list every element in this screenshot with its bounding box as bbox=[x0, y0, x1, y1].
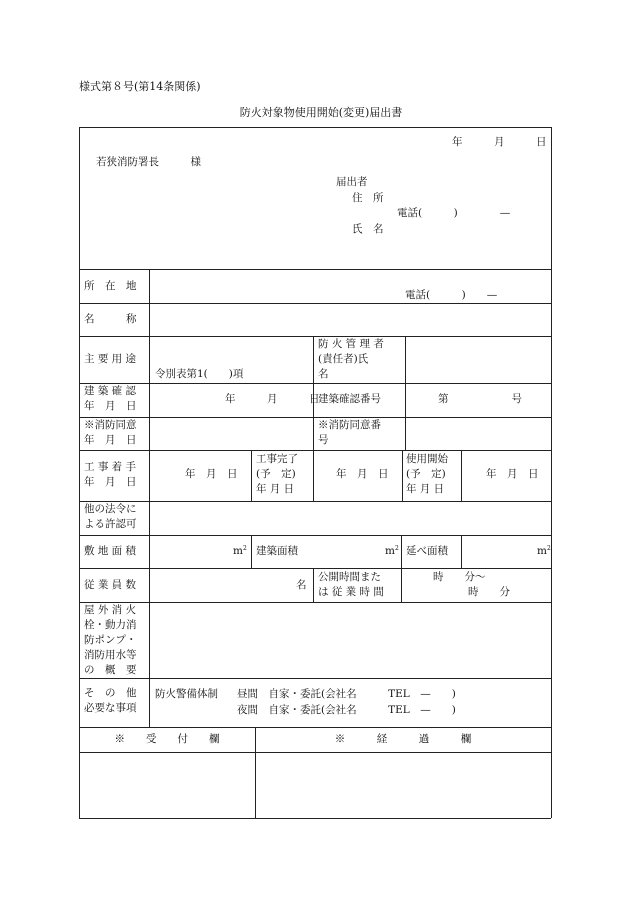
reception-header: ※ 受 付 欄 bbox=[114, 733, 220, 745]
use-start-label-1: 使用開始 bbox=[406, 453, 448, 465]
applicant-phone: 電話( ) — bbox=[397, 207, 511, 219]
bldg-confirm-label-2: 年 月 日 bbox=[84, 400, 137, 412]
fire-consent-label-2: 年 月 日 bbox=[84, 434, 137, 446]
applicant-name-label: 氏 名 bbox=[352, 223, 384, 235]
fire-equipment-label-5: の 概 要 bbox=[84, 664, 137, 676]
bldg-confirm-number-label: 建築確認番号 bbox=[318, 393, 381, 405]
floor-area-unit: $m^2$ bbox=[537, 545, 551, 557]
building-area-label: 建築面積 bbox=[256, 545, 298, 557]
use-start-label-2: (予 定) bbox=[406, 468, 446, 480]
security-night: 夜間 自家・委託(会社名 TEL — ) bbox=[237, 704, 456, 716]
location-phone: 電話( ) — bbox=[405, 289, 498, 301]
progress-header: ※ 経 過 欄 bbox=[334, 733, 472, 745]
construction-start-label-1: 工 事 着 手 bbox=[84, 461, 137, 473]
construction-end-label-2: (予 定) bbox=[256, 468, 296, 480]
applicant-address-label: 住 所 bbox=[352, 192, 384, 204]
site-area-label: 敷 地 面 積 bbox=[84, 545, 137, 557]
manager-label-2: (責任者)氏 bbox=[318, 353, 369, 365]
other-label-1: そ の 他 bbox=[84, 687, 137, 699]
bldg-confirm-date: 年 月 日 bbox=[225, 393, 320, 405]
manager-label-3: 名 bbox=[318, 368, 329, 380]
construction-end-date: 年 月 日 bbox=[336, 468, 389, 480]
hours-label-2: は 従 業 時 間 bbox=[318, 586, 384, 598]
fire-equipment-label-2: 栓・動力消 bbox=[84, 619, 137, 631]
construction-start-label-2: 年 月 日 bbox=[84, 476, 137, 488]
use-start-label-3: 年 月 日 bbox=[406, 483, 445, 495]
form-id: 様式第８号(第14条関係) bbox=[79, 80, 201, 93]
site-area-unit: $m^2$ bbox=[233, 545, 247, 557]
security-day: 昼間 自家・委託(会社名 TEL — ) bbox=[237, 688, 456, 700]
construction-end-label-1: 工事完了 bbox=[256, 453, 298, 465]
building-area-unit: $m^2$ bbox=[385, 545, 399, 557]
construction-start-date: 年 月 日 bbox=[185, 468, 238, 480]
fire-equipment-label-3: 防ポンプ・ bbox=[84, 634, 137, 646]
bldg-confirm-label-1: 建 築 確 認 bbox=[84, 385, 137, 397]
hours-to: 時 分 bbox=[468, 586, 510, 598]
form-title: 防火対象物使用開始(変更)届出書 bbox=[239, 106, 403, 119]
employees-label: 従 業 員 数 bbox=[84, 579, 137, 591]
submission-date: 年 月 日 bbox=[452, 136, 547, 148]
hours-label-1: 公開時間また bbox=[318, 571, 381, 583]
other-law-label-1: 他の法令に bbox=[84, 503, 137, 515]
fire-consent-label-1: ※消防同意 bbox=[84, 419, 137, 431]
hours-from: 時 分～ bbox=[433, 571, 486, 583]
floor-area-label: 延べ面積 bbox=[406, 545, 448, 557]
addressee: 若狭消防署長 様 bbox=[96, 156, 201, 168]
manager-label-1: 防 火 管 理 者 bbox=[318, 338, 384, 350]
fire-equipment-label-4: 消防用水等 bbox=[84, 649, 137, 661]
security-system-label: 防火警備体制 bbox=[155, 688, 218, 700]
fire-consent-number-label-2: 号 bbox=[318, 434, 329, 446]
usage-label: 主 要 用 途 bbox=[84, 353, 137, 365]
name-label: 名 称 bbox=[84, 313, 137, 325]
use-start-date: 年 月 日 bbox=[486, 468, 539, 480]
employees-unit: 名 bbox=[296, 579, 307, 591]
usage-value: 令別表第1( )項 bbox=[155, 368, 244, 380]
other-law-label-2: よる許認可 bbox=[84, 518, 137, 530]
location-label: 所 在 地 bbox=[84, 280, 137, 292]
bldg-confirm-number: 第 号 bbox=[438, 393, 522, 405]
construction-end-label-3: 年 月 日 bbox=[256, 483, 295, 495]
applicant-label: 届出者 bbox=[336, 176, 368, 188]
other-label-2: 必要な事項 bbox=[84, 702, 137, 714]
fire-consent-number-label-1: ※消防同意番 bbox=[318, 419, 381, 431]
fire-equipment-label-1: 屋 外 消 火 bbox=[84, 604, 137, 616]
